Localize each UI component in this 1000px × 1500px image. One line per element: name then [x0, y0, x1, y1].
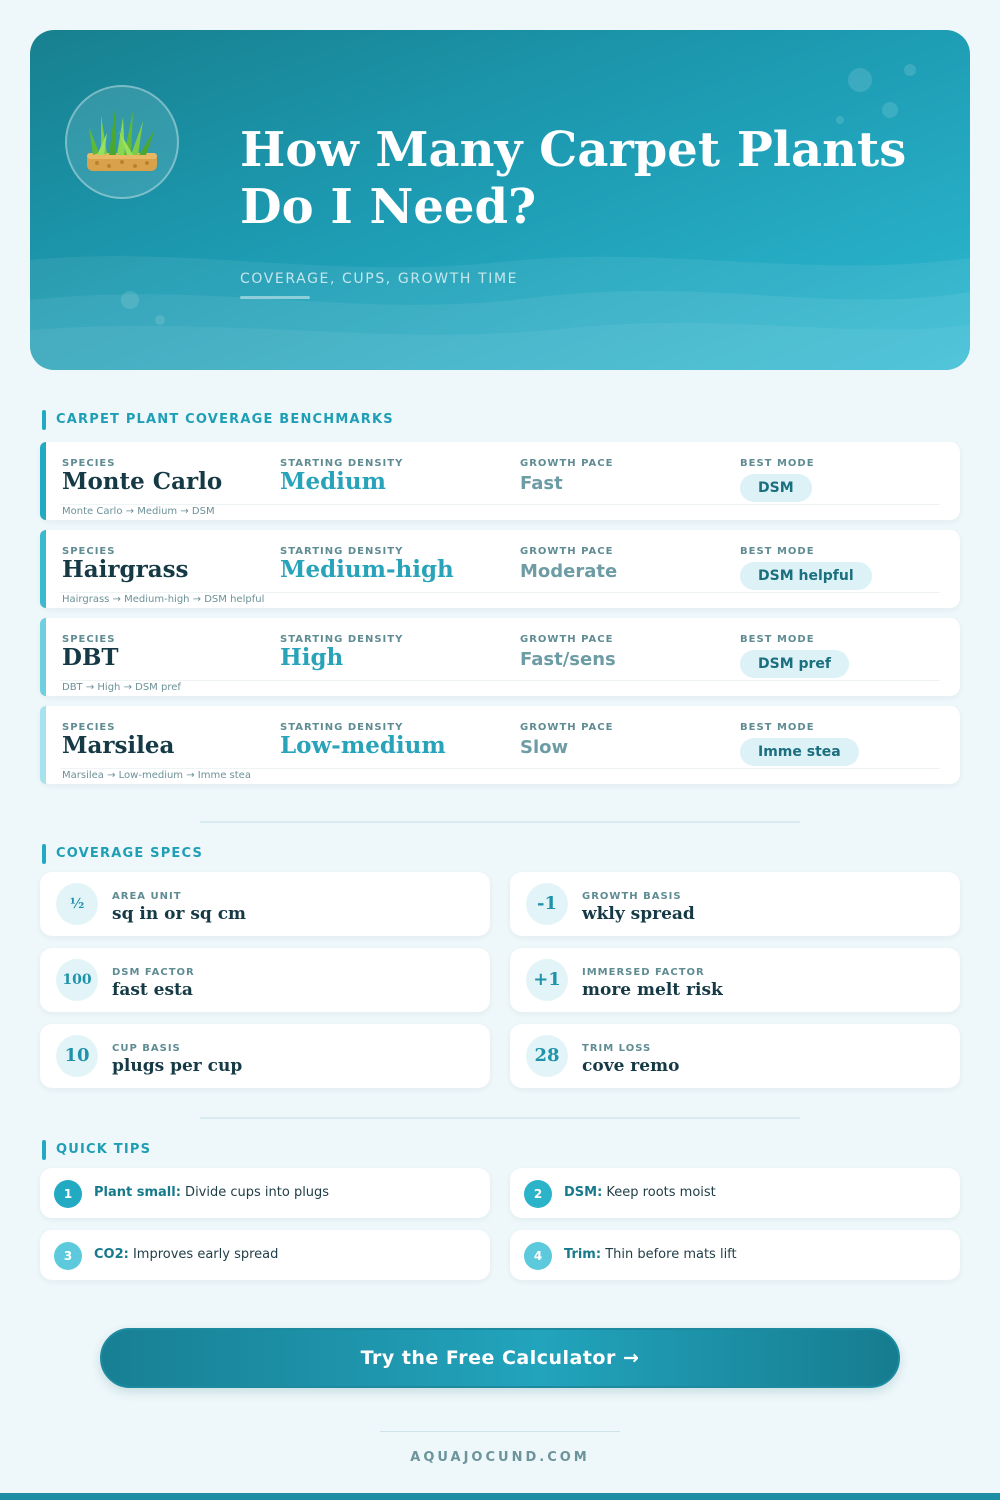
page-title-line-1: How Many Carpet Plants: [240, 122, 907, 178]
row-accent-bar: [40, 618, 46, 696]
row-summary: Hairgrass → Medium-high → DSM helpful: [62, 594, 265, 605]
species-label: SPECIES: [62, 634, 116, 645]
page-title-line-2: Do I Need?: [240, 179, 537, 235]
species-name: Marsilea: [62, 732, 175, 759]
tip-number-badge: 2: [524, 1180, 552, 1208]
tip-text: [564, 1185, 716, 1200]
spec-card-trim-loss: [510, 1024, 960, 1088]
pace-value: Fast: [520, 473, 563, 494]
density-value: Low-medium: [280, 732, 446, 759]
pace-value: Moderate: [520, 561, 618, 582]
spec-badge: -1: [526, 883, 568, 925]
species-label: SPECIES: [62, 458, 116, 469]
tip-text: [564, 1247, 737, 1262]
footer-brand[interactable]: AQUAJOCUND.COM: [410, 1450, 590, 1465]
benchmark-row-monte-carlo: [40, 442, 960, 520]
spec-badge: 100: [56, 959, 98, 1001]
spec-label: DSM FACTOR: [112, 967, 195, 978]
tip-number-badge: 1: [54, 1180, 82, 1208]
spec-card-dsm-factor: [40, 948, 490, 1012]
tip-card-3: [40, 1230, 490, 1280]
mode-label: BEST MODE: [740, 634, 815, 645]
tip-key: CO2:: [94, 1247, 129, 1262]
mode-label: BEST MODE: [740, 722, 815, 733]
benchmark-row-marsilea: [40, 706, 960, 784]
row-divider: [60, 768, 940, 769]
page-subtitle: COVERAGE, CUPS, GROWTH TIME: [240, 271, 519, 287]
row-summary: DBT → High → DSM pref: [62, 682, 181, 693]
species-label: SPECIES: [62, 546, 116, 557]
pace-value: Fast/sens: [520, 649, 616, 670]
pace-label: GROWTH PACE: [520, 546, 614, 557]
tip-body: Improves early spread: [128, 1247, 279, 1262]
row-divider: [60, 592, 940, 593]
spec-label: IMMERSED FACTOR: [582, 967, 705, 978]
benchmarks-heading: CARPET PLANT COVERAGE BENCHMARKS: [42, 410, 394, 430]
spec-badge: ½: [56, 883, 98, 925]
tips-heading: QUICK TIPS: [42, 1140, 151, 1160]
subtitle-underline: [240, 296, 310, 299]
tip-body: Thin before mats lift: [601, 1247, 737, 1262]
page-title: [240, 122, 940, 236]
mode-badge: DSM pref: [740, 650, 849, 678]
tip-key: Plant small:: [94, 1185, 181, 1200]
pace-value: Slow: [520, 737, 569, 758]
species-name: Monte Carlo: [62, 468, 223, 495]
footer-divider: [380, 1431, 620, 1432]
hero-banner: [30, 30, 970, 370]
section-divider: [200, 1117, 800, 1119]
species-label: SPECIES: [62, 722, 116, 733]
species-name: Hairgrass: [62, 556, 189, 583]
tip-number-badge: 4: [524, 1242, 552, 1270]
spec-value: cove remo: [582, 1056, 680, 1076]
benchmark-row-dbt: [40, 618, 960, 696]
tip-text: [94, 1247, 278, 1262]
spec-label: AREA UNIT: [112, 891, 182, 902]
section-divider: [200, 821, 800, 823]
spec-label: TRIM LOSS: [582, 1043, 652, 1054]
row-divider: [60, 680, 940, 681]
pace-label: GROWTH PACE: [520, 634, 614, 645]
tip-key: Trim:: [564, 1247, 602, 1262]
spec-badge: 28: [526, 1035, 568, 1077]
spec-badge: +1: [526, 959, 568, 1001]
spec-value: more melt risk: [582, 980, 723, 1000]
tip-card-2: [510, 1168, 960, 1218]
tip-card-1: [40, 1168, 490, 1218]
mode-label: BEST MODE: [740, 458, 815, 469]
spec-badge: 10: [56, 1035, 98, 1077]
tip-body: Keep roots moist: [602, 1185, 716, 1200]
spec-label: GROWTH BASIS: [582, 891, 682, 902]
spec-card-immersed-factor: [510, 948, 960, 1012]
species-name: DBT: [62, 644, 119, 671]
density-label: STARTING DENSITY: [280, 546, 404, 557]
spec-label: CUP BASIS: [112, 1043, 181, 1054]
density-value: Medium-high: [280, 556, 454, 583]
mode-badge: Imme stea: [740, 738, 859, 766]
tip-card-4: [510, 1230, 960, 1280]
mode-label: BEST MODE: [740, 546, 815, 557]
specs-heading: COVERAGE SPECS: [42, 844, 203, 864]
row-accent-bar: [40, 442, 46, 520]
spec-value: plugs per cup: [112, 1056, 243, 1076]
tip-text: [94, 1185, 329, 1200]
spec-card-area-unit: [40, 872, 490, 936]
bottom-accent-bar: [0, 1493, 1000, 1500]
spec-card-growth-basis: [510, 872, 960, 936]
tip-number-badge: 3: [54, 1242, 82, 1270]
density-label: STARTING DENSITY: [280, 458, 404, 469]
pace-label: GROWTH PACE: [520, 458, 614, 469]
spec-card-cup-basis: [40, 1024, 490, 1088]
tip-key: DSM:: [564, 1185, 603, 1200]
pace-label: GROWTH PACE: [520, 722, 614, 733]
row-accent-bar: [40, 706, 46, 784]
row-divider: [60, 504, 940, 505]
density-value: High: [280, 644, 344, 671]
benchmark-row-hairgrass: [40, 530, 960, 608]
spec-value: wkly spread: [582, 904, 695, 924]
tip-body: Divide cups into plugs: [180, 1185, 330, 1200]
grass-tuft-icon: [65, 85, 179, 199]
mode-badge: DSM helpful: [740, 562, 872, 590]
row-summary: Monte Carlo → Medium → DSM: [62, 506, 215, 517]
density-label: STARTING DENSITY: [280, 722, 404, 733]
density-value: Medium: [280, 468, 386, 495]
spec-value: sq in or sq cm: [112, 904, 247, 924]
spec-value: fast esta: [112, 980, 193, 1000]
density-label: STARTING DENSITY: [280, 634, 404, 645]
row-summary: Marsilea → Low-medium → Imme stea: [62, 770, 251, 781]
mode-badge: DSM: [740, 474, 812, 502]
free-calculator-button[interactable]: Try the Free Calculator →: [100, 1328, 900, 1388]
row-accent-bar: [40, 530, 46, 608]
